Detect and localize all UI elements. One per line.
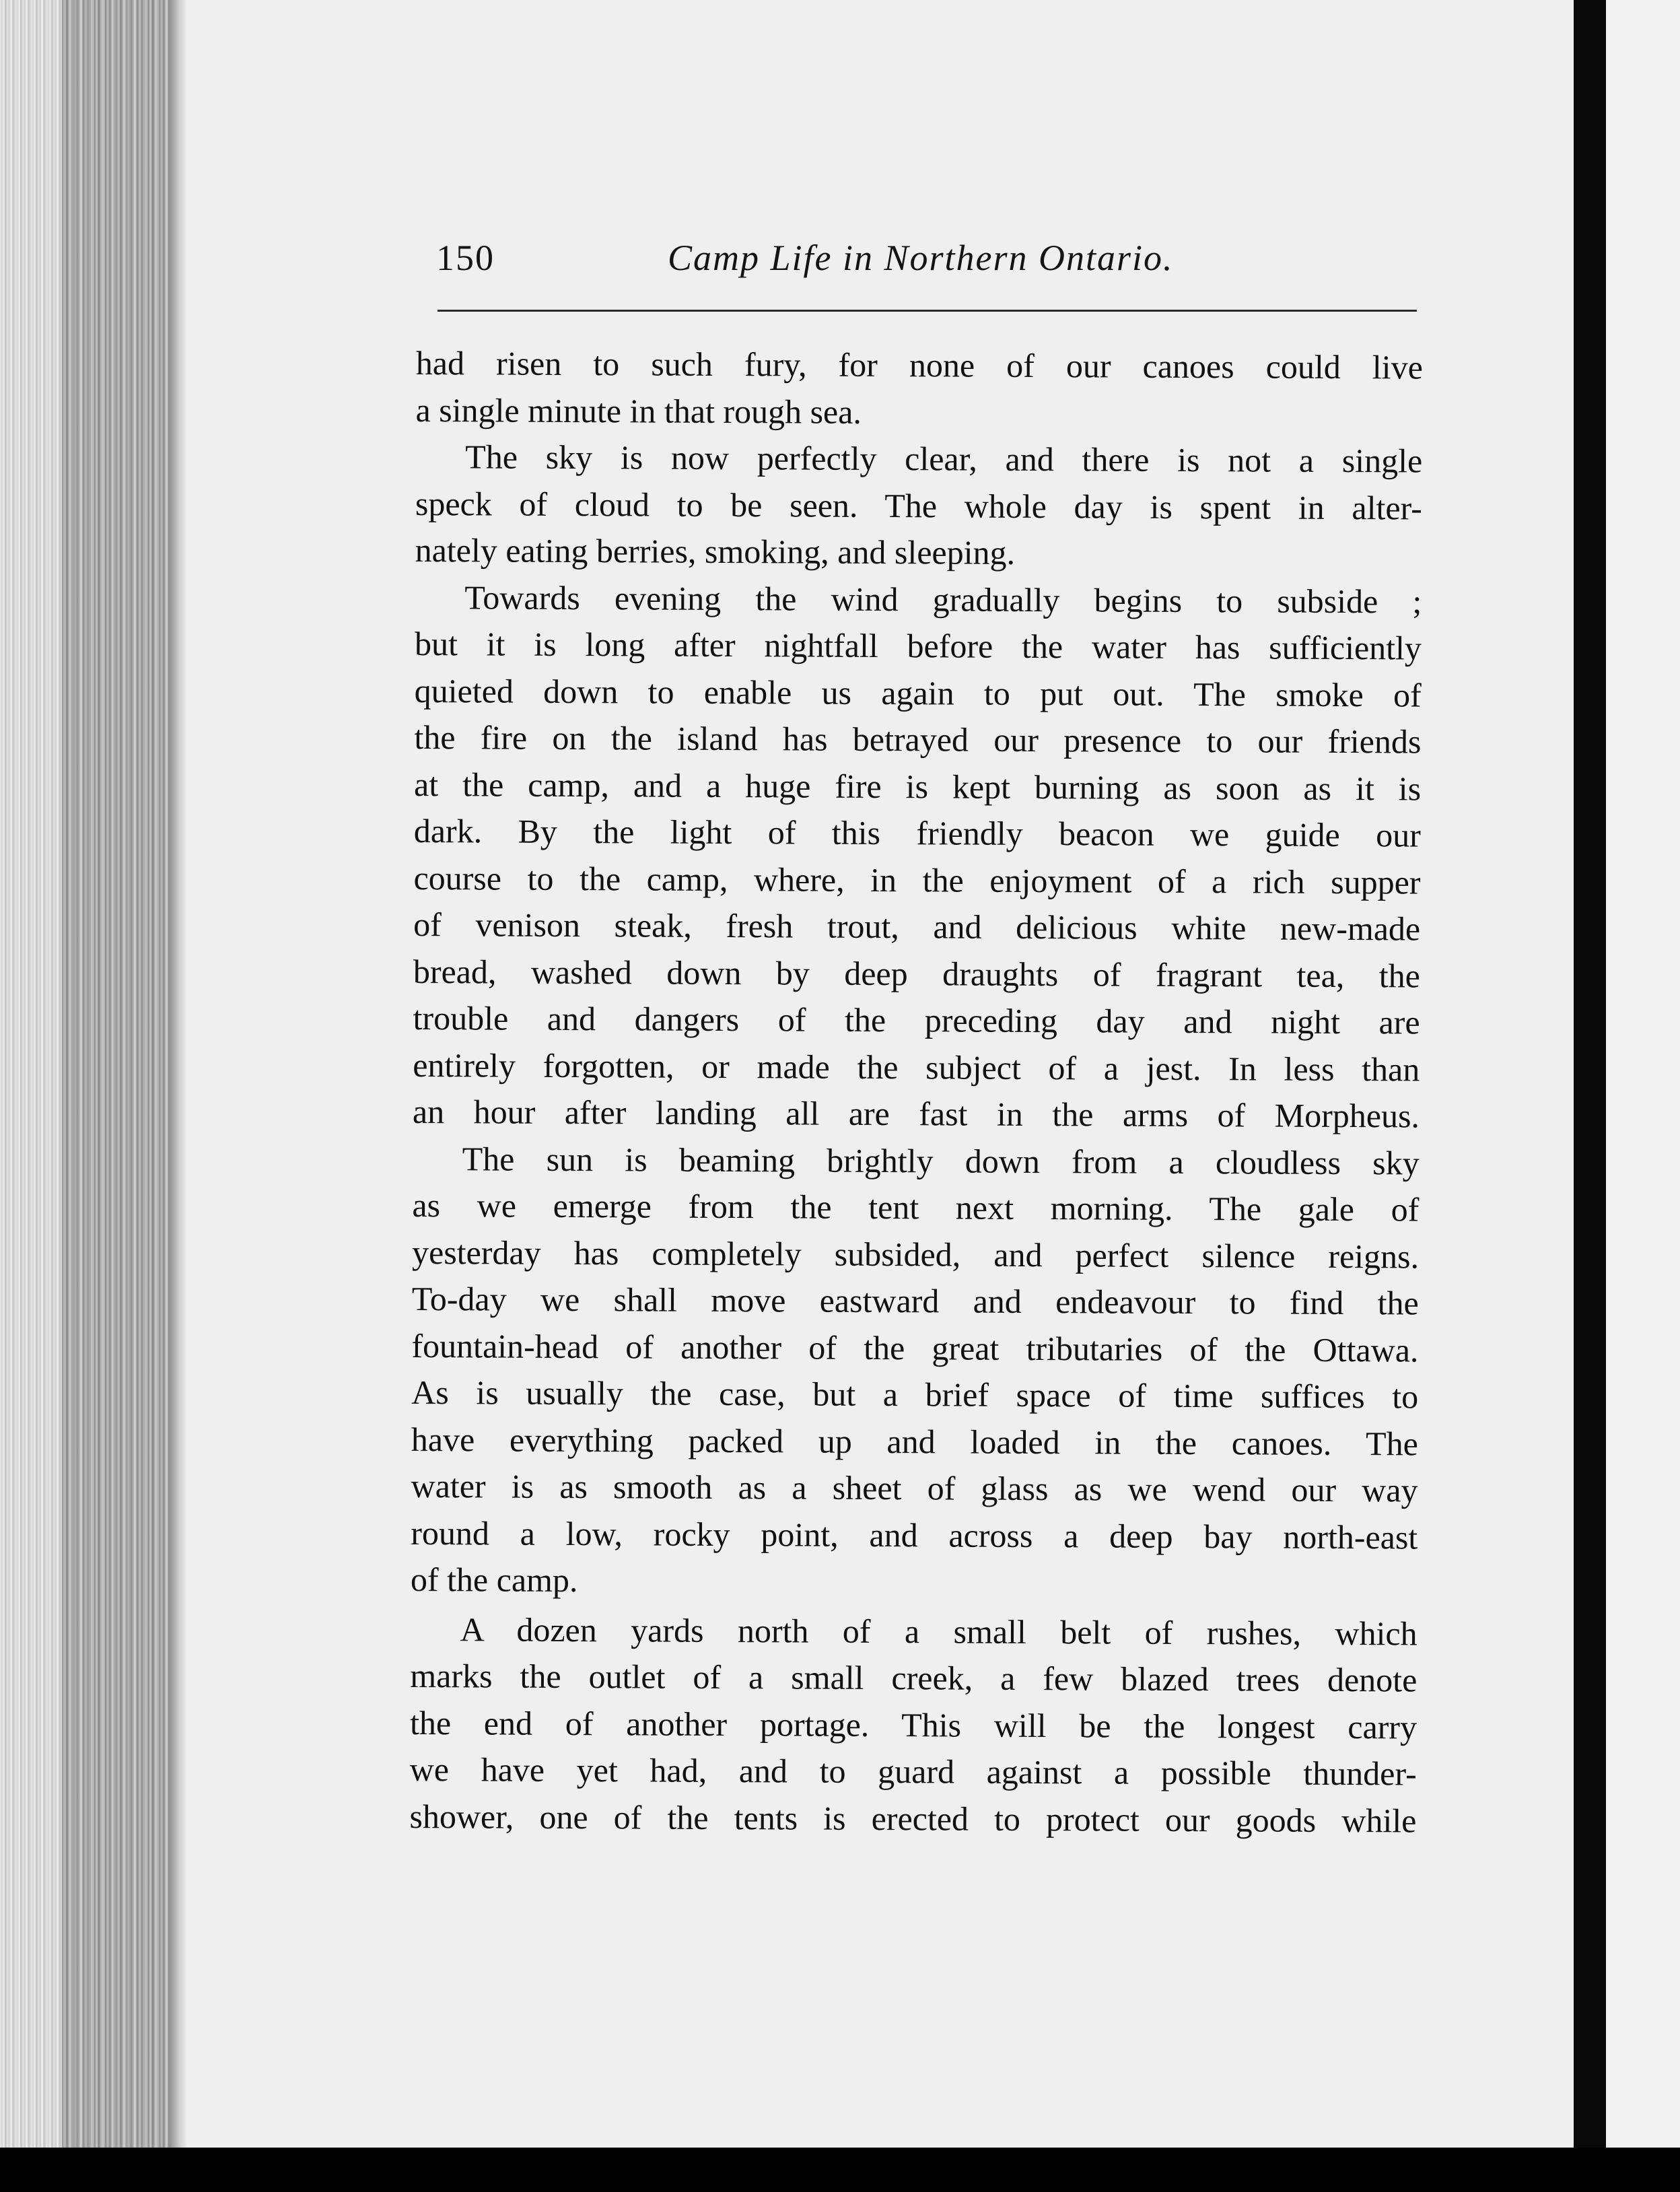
binding-shadow [62, 0, 183, 2192]
text-line: had risen to such fury, for none of our canoes could live [415, 343, 1423, 386]
text-line: an hour after landing all are fast in the arms of Morpheus. [412, 1092, 1420, 1135]
header-rule [438, 310, 1417, 312]
paragraph [409, 1606, 1418, 1844]
text-line: fountain-head of another of the great tributaries of the Ottawa. [411, 1326, 1419, 1369]
text-line: entirely forgotten, or made the subject of a jest. In less than [413, 1046, 1420, 1089]
text-line: at the camp, and a huge fire is kept burning as soon as it is [414, 765, 1422, 808]
text-line: trouble and dangers of the preceding day and night are [413, 998, 1420, 1041]
paragraph [413, 574, 1422, 1140]
text-line: nately eating berries, smoking, and sleeping. [415, 530, 1016, 572]
text-line: course to the camp, where, in the enjoyment of a rich supper [413, 858, 1421, 901]
text-line: As is usually the case, but a brief space of time suffices to [411, 1373, 1419, 1416]
text-line: the end of another portage. This will be the longest carry [409, 1703, 1418, 1746]
text-line: Towards evening the wind gradually begins to subside ; [464, 578, 1422, 621]
text-line: marks the outlet of a small creek, a few blazed trees denote [410, 1656, 1418, 1699]
text-line: a single minute in that rough sea. [415, 390, 862, 431]
text-line: as we emerge from the tent next morning. The gale of [412, 1186, 1420, 1229]
body-text [409, 340, 1423, 1845]
text-line: round a low, rocky point, and across a deep bay north-east [411, 1513, 1418, 1556]
text-line: of the camp. [410, 1560, 578, 1600]
page-number: 150 [436, 238, 495, 278]
paragraph [415, 340, 1423, 438]
text-line: The sky is now perfectly clear, and there is not a single [465, 438, 1423, 480]
running-head [436, 237, 1419, 298]
text-line: have everything packed up and loaded in the canoes. The [411, 1420, 1418, 1463]
page-edge-shadow [1574, 0, 1606, 2192]
text-line: speck of cloud to be seen. The whole day is spent in alter- [415, 484, 1423, 527]
text-line: To-day we shall move eastward and endeavour to find the [411, 1279, 1419, 1322]
page-fold-edge [168, 0, 187, 2192]
text-line: we have yet had, and to guard against a possible thunder- [409, 1750, 1417, 1793]
text-line: of venison steak, fresh trout, and delicious white new-made [413, 905, 1421, 948]
text-line: but it is long after nightfall before the water has sufficiently [414, 624, 1422, 667]
text-line: The sun is beaming brightly down from a cloudless sky [462, 1139, 1420, 1182]
text-line: quieted down to enable us again to put out. The smoke of [414, 671, 1422, 714]
text-line: the fire on the island has betrayed our presence to our friends [414, 718, 1422, 761]
text-line: water is as smooth as a sheet of glass as we wend our way [411, 1466, 1418, 1509]
running-title: Camp Life in Northern Ontario. [668, 238, 1174, 278]
text-line: shower, one of the tents is erected to protect our goods while [409, 1797, 1417, 1840]
text-line: yesterday has completely subsided, and perfect silence reigns. [411, 1233, 1420, 1276]
scan-bottom-border [0, 2148, 1680, 2192]
adjacent-leaf [1606, 0, 1680, 2192]
text-line: bread, washed down by deep draughts of fragrant tea, the [413, 952, 1421, 995]
paragraph [411, 1135, 1420, 1608]
text-line: dark. By the light of this friendly beacon we guide our [413, 811, 1421, 854]
paragraph [415, 434, 1422, 578]
text-line: A dozen yards north of a small belt of rushes, which [460, 1610, 1418, 1653]
